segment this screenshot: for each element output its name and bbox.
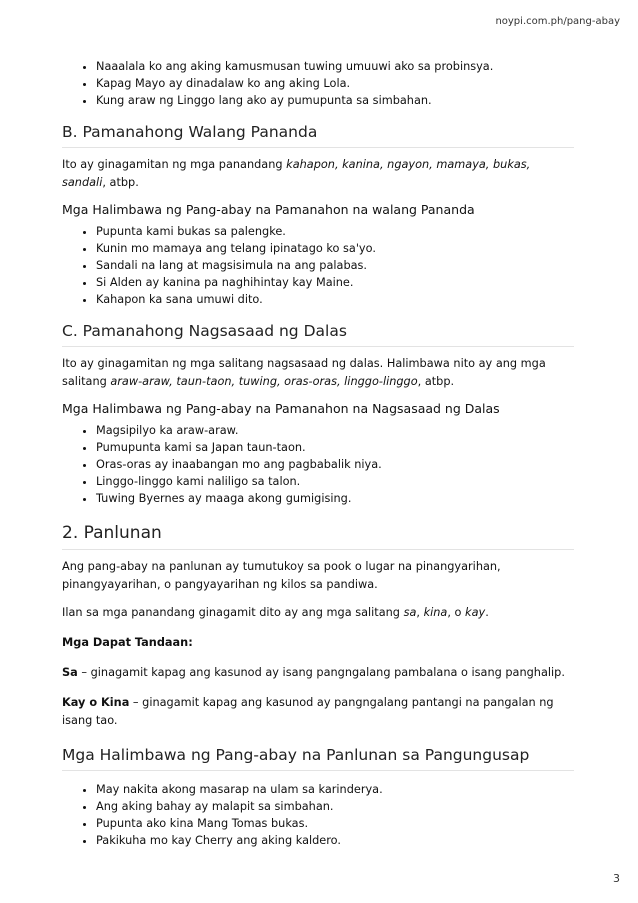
sa-def: – ginagamit kapag ang kasunod ay isang pangngalang pambalana o isang panghalip. [77,666,565,679]
list-item: • Pakikuha mo kay Cherry ang aking kaldero. [96,832,574,849]
note-title [62,634,574,652]
term-sa: sa [403,606,417,619]
section-c-paragraph [62,355,574,391]
section-c-para-italic: araw-araw, taun-taon, tuwing, oras-oras, linggo-linggo [110,375,418,388]
section-2-para1: Ang pang-abay na panlunan ay tumutukoy sa pook o lugar na pinangyarihan, pinangyayarihan, o pangyayarihan ng kilos sa pandiwa. [62,560,501,591]
section-c-list [62,422,574,507]
list-item: • Kunin mo mamaya ang telang ipinatago ko sa'yo. [96,240,574,257]
list-item: • May nakita akong masarap na ulam sa karinderya. [96,781,574,798]
kay-term: Kay o Kina [62,696,130,709]
section-b-para-italic: kahapon, kanina, ngayon, mamaya, bukas, sandali [62,158,531,189]
section-b-subheading: Mga Halimbawa ng Pang-abay na Pamanahon na walang Pananda [62,202,475,217]
sa-term: Sa [62,666,78,679]
section-b-heading: B. Pamanahong Walang Pananda [62,123,574,148]
section-c-para-suffix: , atbp. [417,375,455,388]
list-item: • Tuwing Byernes ay maaga akong gumigising. [96,490,574,507]
section-2-para2 [62,604,574,622]
list-item: • Kahapon ka sana umuwi dito. [96,291,574,308]
list-item: • Sandali na lang at magsisimula na ang palabas. [96,257,574,274]
list-item: • Linggo-linggo kami naliligo sa talon. [96,473,574,490]
examples-heading: Mga Halimbawa ng Pang-abay na Panlunan sa Pangungusap [62,746,574,771]
list-item: • Pumupunta kami sa Japan taun-taon. [96,439,574,456]
para2-end: . [485,606,489,619]
header-url: noypi.com.ph/pang-abay [495,16,620,27]
term-kay: kay [465,606,486,619]
list-item: • Kung araw ng Linggo lang ako ay pumupunta sa simbahan. [96,92,574,109]
section-b-para-prefix: Ito ay ginagamitan ng mga panandang [62,158,287,171]
term-kina: kina [423,606,448,619]
section-b-list [62,223,574,308]
section-c-para-prefix: Ito ay ginagamitan ng mga salitang nagsasaad ng dalas. Halimbawa nito ay ang mga salitang [62,357,546,388]
sa-definition [62,664,574,682]
page-number: 3 [613,872,620,885]
page-content [62,58,574,849]
kay-definition [62,694,574,730]
section-b-para-suffix: , atbp. [102,176,139,189]
list-item: • Si Alden ay kanina pa naghihintay kay Maine. [96,274,574,291]
list-item: • Magsipilyo ka araw-araw. [96,422,574,439]
intro-list [62,58,574,109]
list-item: • Pupunta ako kina Mang Tomas bukas. [96,815,574,832]
section-c-heading: C. Pamanahong Nagsasaad ng Dalas [62,322,574,347]
list-item: • Ang aking bahay ay malapit sa simbahan. [96,798,574,815]
sep-1: , [416,606,424,619]
kay-def: – ginagamit kapag ang kasunod ay pangngalang pantangi na pangalan ng isang tao. [62,696,554,727]
list-item: • Oras-oras ay inaabangan mo ang pagbabalik niya. [96,456,574,473]
examples-list [62,781,574,849]
list-item: • Naaalala ko ang aking kamusmusan tuwing umuuwi ako sa probinsya. [96,58,574,75]
section-c-subheading: Mga Halimbawa ng Pang-abay na Pamanahon na Nagsasaad ng Dalas [62,401,500,416]
list-item: • Pupunta kami bukas sa palengke. [96,223,574,240]
section-2-heading: 2. Panlunan [62,523,574,550]
sep-2: , o [447,606,466,619]
section-b-paragraph [62,156,574,192]
note-title-text: Mga Dapat Tandaan: [62,636,193,649]
list-item: • Kapag Mayo ay dinadalaw ko ang aking Lola. [96,75,574,92]
section-2-para2-prefix: Ilan sa mga panandang ginagamit dito ay ang mga salitang [62,606,404,619]
